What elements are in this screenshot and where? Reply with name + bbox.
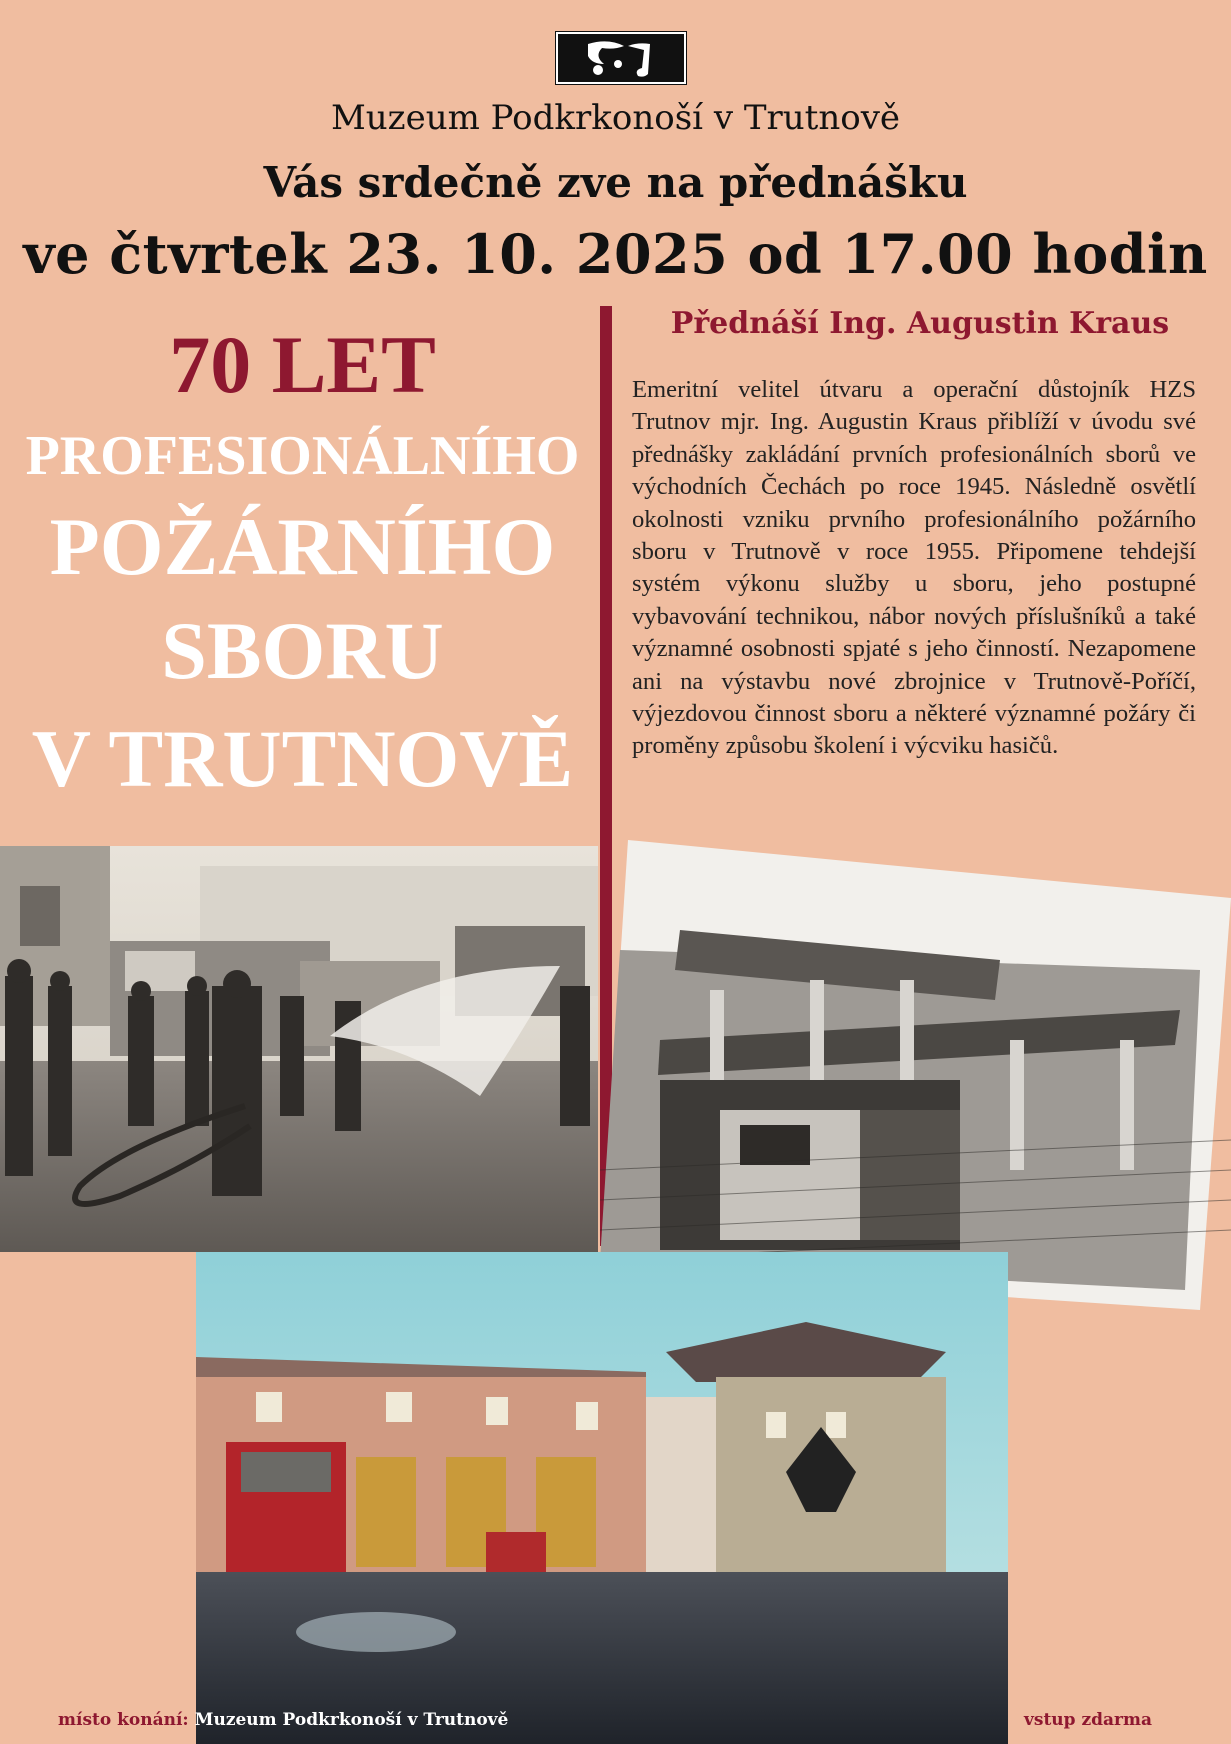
admission-info: vstup zdarma [1024,1710,1152,1730]
title-line-brigade: SBORU [161,605,444,696]
photo-hose-demonstration [0,846,598,1252]
organization-name: Muzeum Podkrkonoší v Trutnově [330,98,901,138]
museum-logo [556,32,686,84]
logo-emblem-icon [558,34,684,82]
title-anniversary: 70 LET [169,319,436,410]
venue-value: Muzeum Podkrkonoší v Trutnově [194,1710,509,1730]
lecture-description: Emeritní velitel útvaru a operační důstojník HZS Trutnov mjr. Ing. Augustin Kraus přiblíží v úvodu své přednášky zakládání prvních profesionálních sborů ve východních Čechách po roce 1945. Následně osvětlí okolnosti vzniku prvního profesionálního požárního sboru v Trutnově v roce 1955. Připomene tehdejší systém výkonu služby u sboru, jeho postupné vybavování technikou, nábor nových příslušníků a také významné osobnosti spjaté s jeho činností. Nezapomene ani na výstavbu nové zbrojnice v Trutnově-Poříčí, výjezdovou činnost sboru a některé významné požáry či proměny způsobu školení i výcviku hasičů. [632,376,1196,760]
title-line-town: V TRUTNOVĚ [31,713,574,804]
event-datetime: ve čtvrtek 23. 10. 2025 od 17.00 hodin [23,222,1208,286]
venue-info [58,1710,508,1730]
venue-label: místo konání: [58,1710,189,1730]
title-line-fire: POŽÁRNÍHO [49,501,556,592]
invitation-text: Vás srdečně zve na přednášku [263,158,968,207]
title-line-professional: PROFESIONÁLNÍHO [25,425,580,487]
lecturer-name: Přednáší Ing. Augustin Kraus [670,306,1170,341]
photo-fire-station-color [196,1252,1008,1744]
photo-station-construction [600,840,1231,1310]
